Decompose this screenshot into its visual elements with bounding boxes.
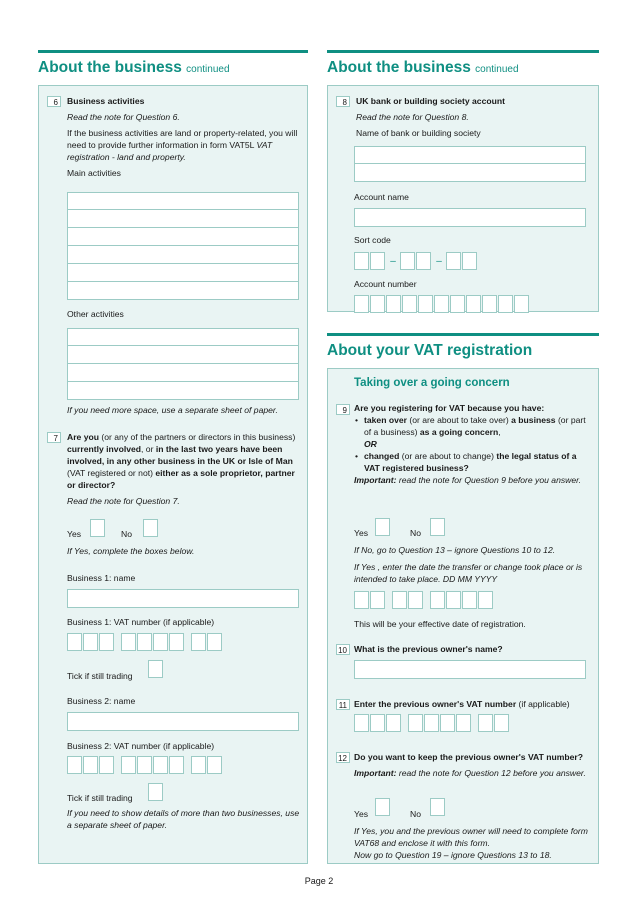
account-number-input[interactable] xyxy=(354,295,530,313)
account-number-label: Account number xyxy=(354,279,417,289)
other-activities-label: Other activities xyxy=(67,309,124,319)
page-number: Page 2 xyxy=(304,876,334,886)
question-7: Are you (or any of the partners or directors in this business) currently involved, or in the last two years have been involved, in any other business in the UK or Isle of Man (VAT registered or not) either as a sole proprietor, partner or director? Read the note for Question 7. xyxy=(67,432,296,506)
tick-1-label: Tick if still trading xyxy=(67,671,133,681)
question-number: 7 xyxy=(47,432,61,443)
yes-checkbox[interactable] xyxy=(90,519,105,537)
no-label: No xyxy=(121,529,132,539)
more-space-note: If you need more space, use a separate sheet of paper. xyxy=(67,405,278,415)
still-trading-2-checkbox[interactable] xyxy=(148,783,163,801)
q12-no-label: No xyxy=(410,809,421,819)
bank-name-input[interactable] xyxy=(354,146,586,182)
more-businesses-note: If you need to show details of more than two businesses, use a separate sheet of paper. xyxy=(67,808,300,830)
question-8: UK bank or building society account Read the note for Question 8. Name of bank or building society xyxy=(356,96,505,138)
section-title: About the business continued xyxy=(327,59,519,76)
question-6: Business activities Read the note for Question 6. If the business activities are land or property-related, you will need to provide further information in form VAT5L VAT registration - land and property. Main activities xyxy=(67,96,298,178)
tick-2-label: Tick if still trading xyxy=(67,793,133,803)
question-11: Enter the previous owner's VAT number (if applicable) xyxy=(354,699,570,709)
previous-owner-name-input[interactable] xyxy=(354,660,586,679)
sort-code-input[interactable]: – – xyxy=(354,252,478,270)
business-1-name-label: Business 1: name xyxy=(67,573,136,583)
transfer-date-input[interactable] xyxy=(354,591,494,609)
q9-if-no-note: If No, go to Question 13 – ignore Questions 10 to 12. xyxy=(354,545,556,555)
business-2-name-label: Business 2: name xyxy=(67,696,136,706)
other-activities-input[interactable] xyxy=(67,328,299,400)
question-12: Do you want to keep the previous owner's VAT number? Important: read the note for Question 12 before you answer. xyxy=(354,752,586,778)
section-rule xyxy=(327,50,599,53)
vat-panel xyxy=(327,368,599,864)
going-concern-subtitle: Taking over a going concern xyxy=(354,377,510,389)
business-1-name-input[interactable] xyxy=(67,589,299,608)
account-name-label: Account name xyxy=(354,192,409,202)
question-number: 10 xyxy=(336,644,350,655)
main-activities-input[interactable] xyxy=(67,192,299,300)
if-yes-note: If Yes, complete the boxes below. xyxy=(67,546,195,556)
q12-no-checkbox[interactable] xyxy=(430,798,445,816)
question-number: 11 xyxy=(336,699,350,710)
left-column xyxy=(38,50,308,864)
q12-yes-label: Yes xyxy=(354,809,369,819)
no-checkbox[interactable] xyxy=(143,519,158,537)
business-2-name-input[interactable] xyxy=(67,712,299,731)
business-1-vat-input[interactable] xyxy=(67,633,223,651)
vat-section-title: About your VAT registration xyxy=(327,342,533,359)
question-number: 9 xyxy=(336,404,350,415)
sort-code-label: Sort code xyxy=(354,235,391,245)
bank-panel xyxy=(327,85,599,312)
question-number: 8 xyxy=(336,96,350,107)
q9-no-label: No xyxy=(410,528,421,538)
question-10: What is the previous owner's name? xyxy=(354,644,503,654)
effective-date-note: This will be your effective date of registration. xyxy=(354,619,526,629)
business-2-vat-input[interactable] xyxy=(67,756,223,774)
business-1-vat-label: Business 1: VAT number (if applicable) xyxy=(67,617,215,627)
q12-if-yes-note: If Yes, you and the previous owner will need to complete form VAT68 and enclose it with this form. Now go to Question 19 – ignore Questions 13 to 18. xyxy=(354,826,588,860)
section-rule xyxy=(38,50,308,53)
business-panel-left xyxy=(38,85,308,864)
business-2-vat-label: Business 2: VAT number (if applicable) xyxy=(67,741,215,751)
still-trading-1-checkbox[interactable] xyxy=(148,660,163,678)
question-number: 12 xyxy=(336,752,350,763)
previous-owner-vat-input[interactable] xyxy=(354,714,510,732)
q9-yes-checkbox[interactable] xyxy=(375,518,390,536)
section-title: About the business continued xyxy=(38,59,230,76)
q9-yes-label: Yes xyxy=(354,528,369,538)
q9-no-checkbox[interactable] xyxy=(430,518,445,536)
question-number: 6 xyxy=(47,96,61,107)
yes-label: Yes xyxy=(67,529,82,539)
section-rule xyxy=(327,333,599,336)
q12-yes-checkbox[interactable] xyxy=(375,798,390,816)
question-9: Are you registering for VAT because you have: • taken over (or are about to take over) a business (or part of a business) as a going concern, OR • changed (or are about to change) the legal status of a VAT registered business? Important: read the note for Question 9 before you answer. xyxy=(354,402,590,486)
right-column xyxy=(327,50,599,864)
account-name-input[interactable] xyxy=(354,208,586,227)
q9-if-yes-note: If Yes , enter the date the transfer or change took place or is intended to take place. DD MM YYYY xyxy=(354,562,583,584)
